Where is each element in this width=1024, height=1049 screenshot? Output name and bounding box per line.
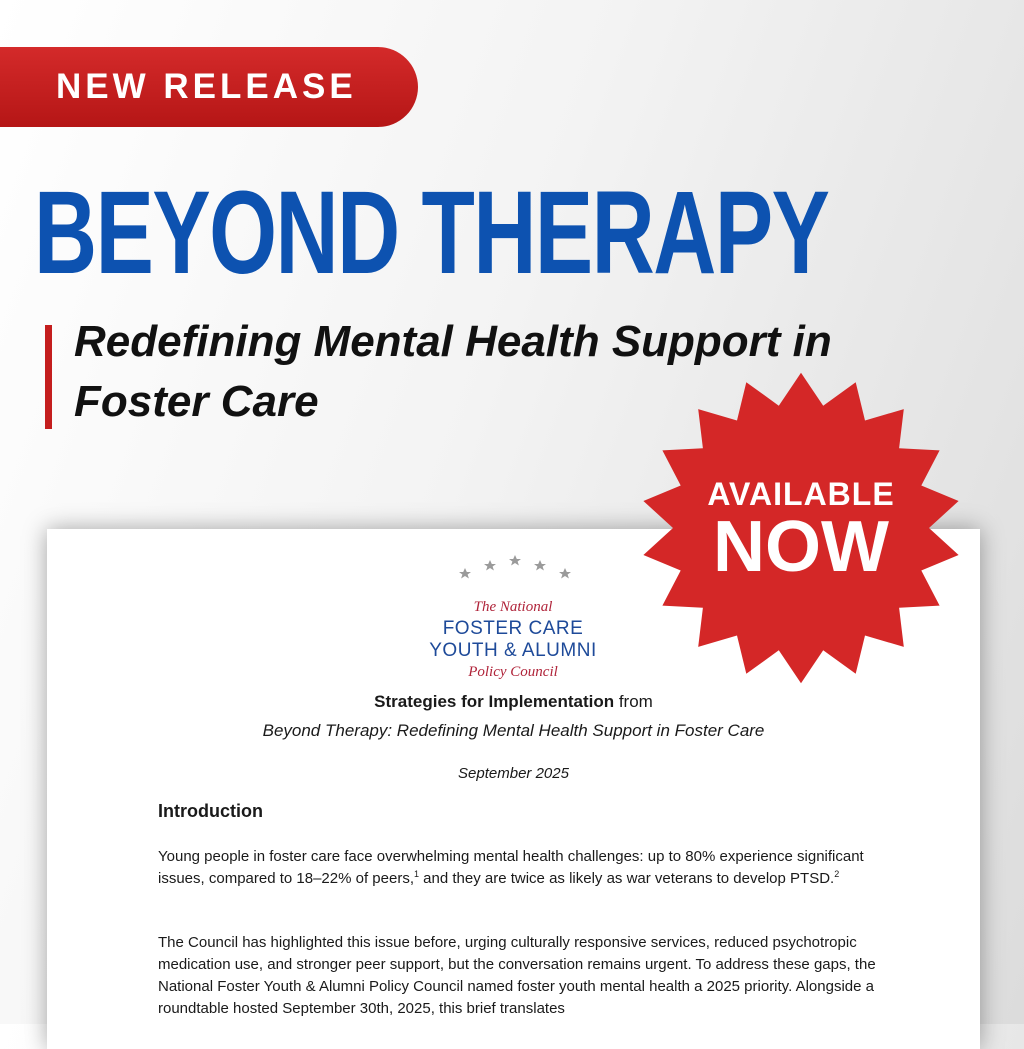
badge-now-text: NOW — [713, 507, 889, 587]
intro-paragraph-1 — [158, 846, 898, 890]
headline: BEYOND THERAPY — [34, 167, 829, 299]
para1-text-b: and they are twice as likely as war veterans to develop PTSD. — [419, 870, 835, 887]
subtitle: Redefining Mental Health Support in Foster Care — [74, 317, 832, 426]
footnote-ref-1: 1 — [413, 869, 419, 879]
new-release-banner — [0, 47, 418, 127]
intro-paragraph-2: The Council has highlighted this issue before, urging culturally responsive services, reduced psychotropic medication use, and stronger peer support, but the conversation remains urgent. To address these gaps, the National Foster Youth & Alumni Policy Council named foster youth mental health a 2025 priority. Alongside a roundtable hosted September 30th, 2025, this brief translates — [158, 934, 876, 1017]
stars-icon — [455, 547, 575, 583]
logo-text-policy-council: Policy Council — [468, 664, 558, 680]
subtitle-accent-bar — [45, 325, 52, 429]
document-heading-rest: from — [614, 692, 653, 711]
document-heading-bold: Strategies for Implementation — [374, 692, 615, 711]
logo-text-foster-care: FOSTER CARE — [442, 618, 584, 639]
document-subheading: Beyond Therapy: Redefining Mental Health Support in Foster Care — [262, 721, 765, 740]
council-logo — [407, 547, 619, 680]
document-date: September 2025 — [458, 765, 569, 782]
logo-text-the-national: The National — [473, 599, 553, 615]
logo-text-youth-alumni: YOUTH & ALUMNI — [429, 640, 597, 661]
document-heading — [47, 692, 980, 712]
footnote-ref-2: 2 — [834, 869, 840, 879]
para1-text-a: Young people in foster care face overwhelming mental health challenges: up to 80% experience significant issues, compared to 18–22% of peers, — [158, 848, 864, 887]
section-title-introduction: Introduction — [158, 801, 263, 821]
badge-available-text: AVAILABLE — [707, 476, 895, 512]
banner-label: NEW RELEASE — [56, 67, 357, 106]
